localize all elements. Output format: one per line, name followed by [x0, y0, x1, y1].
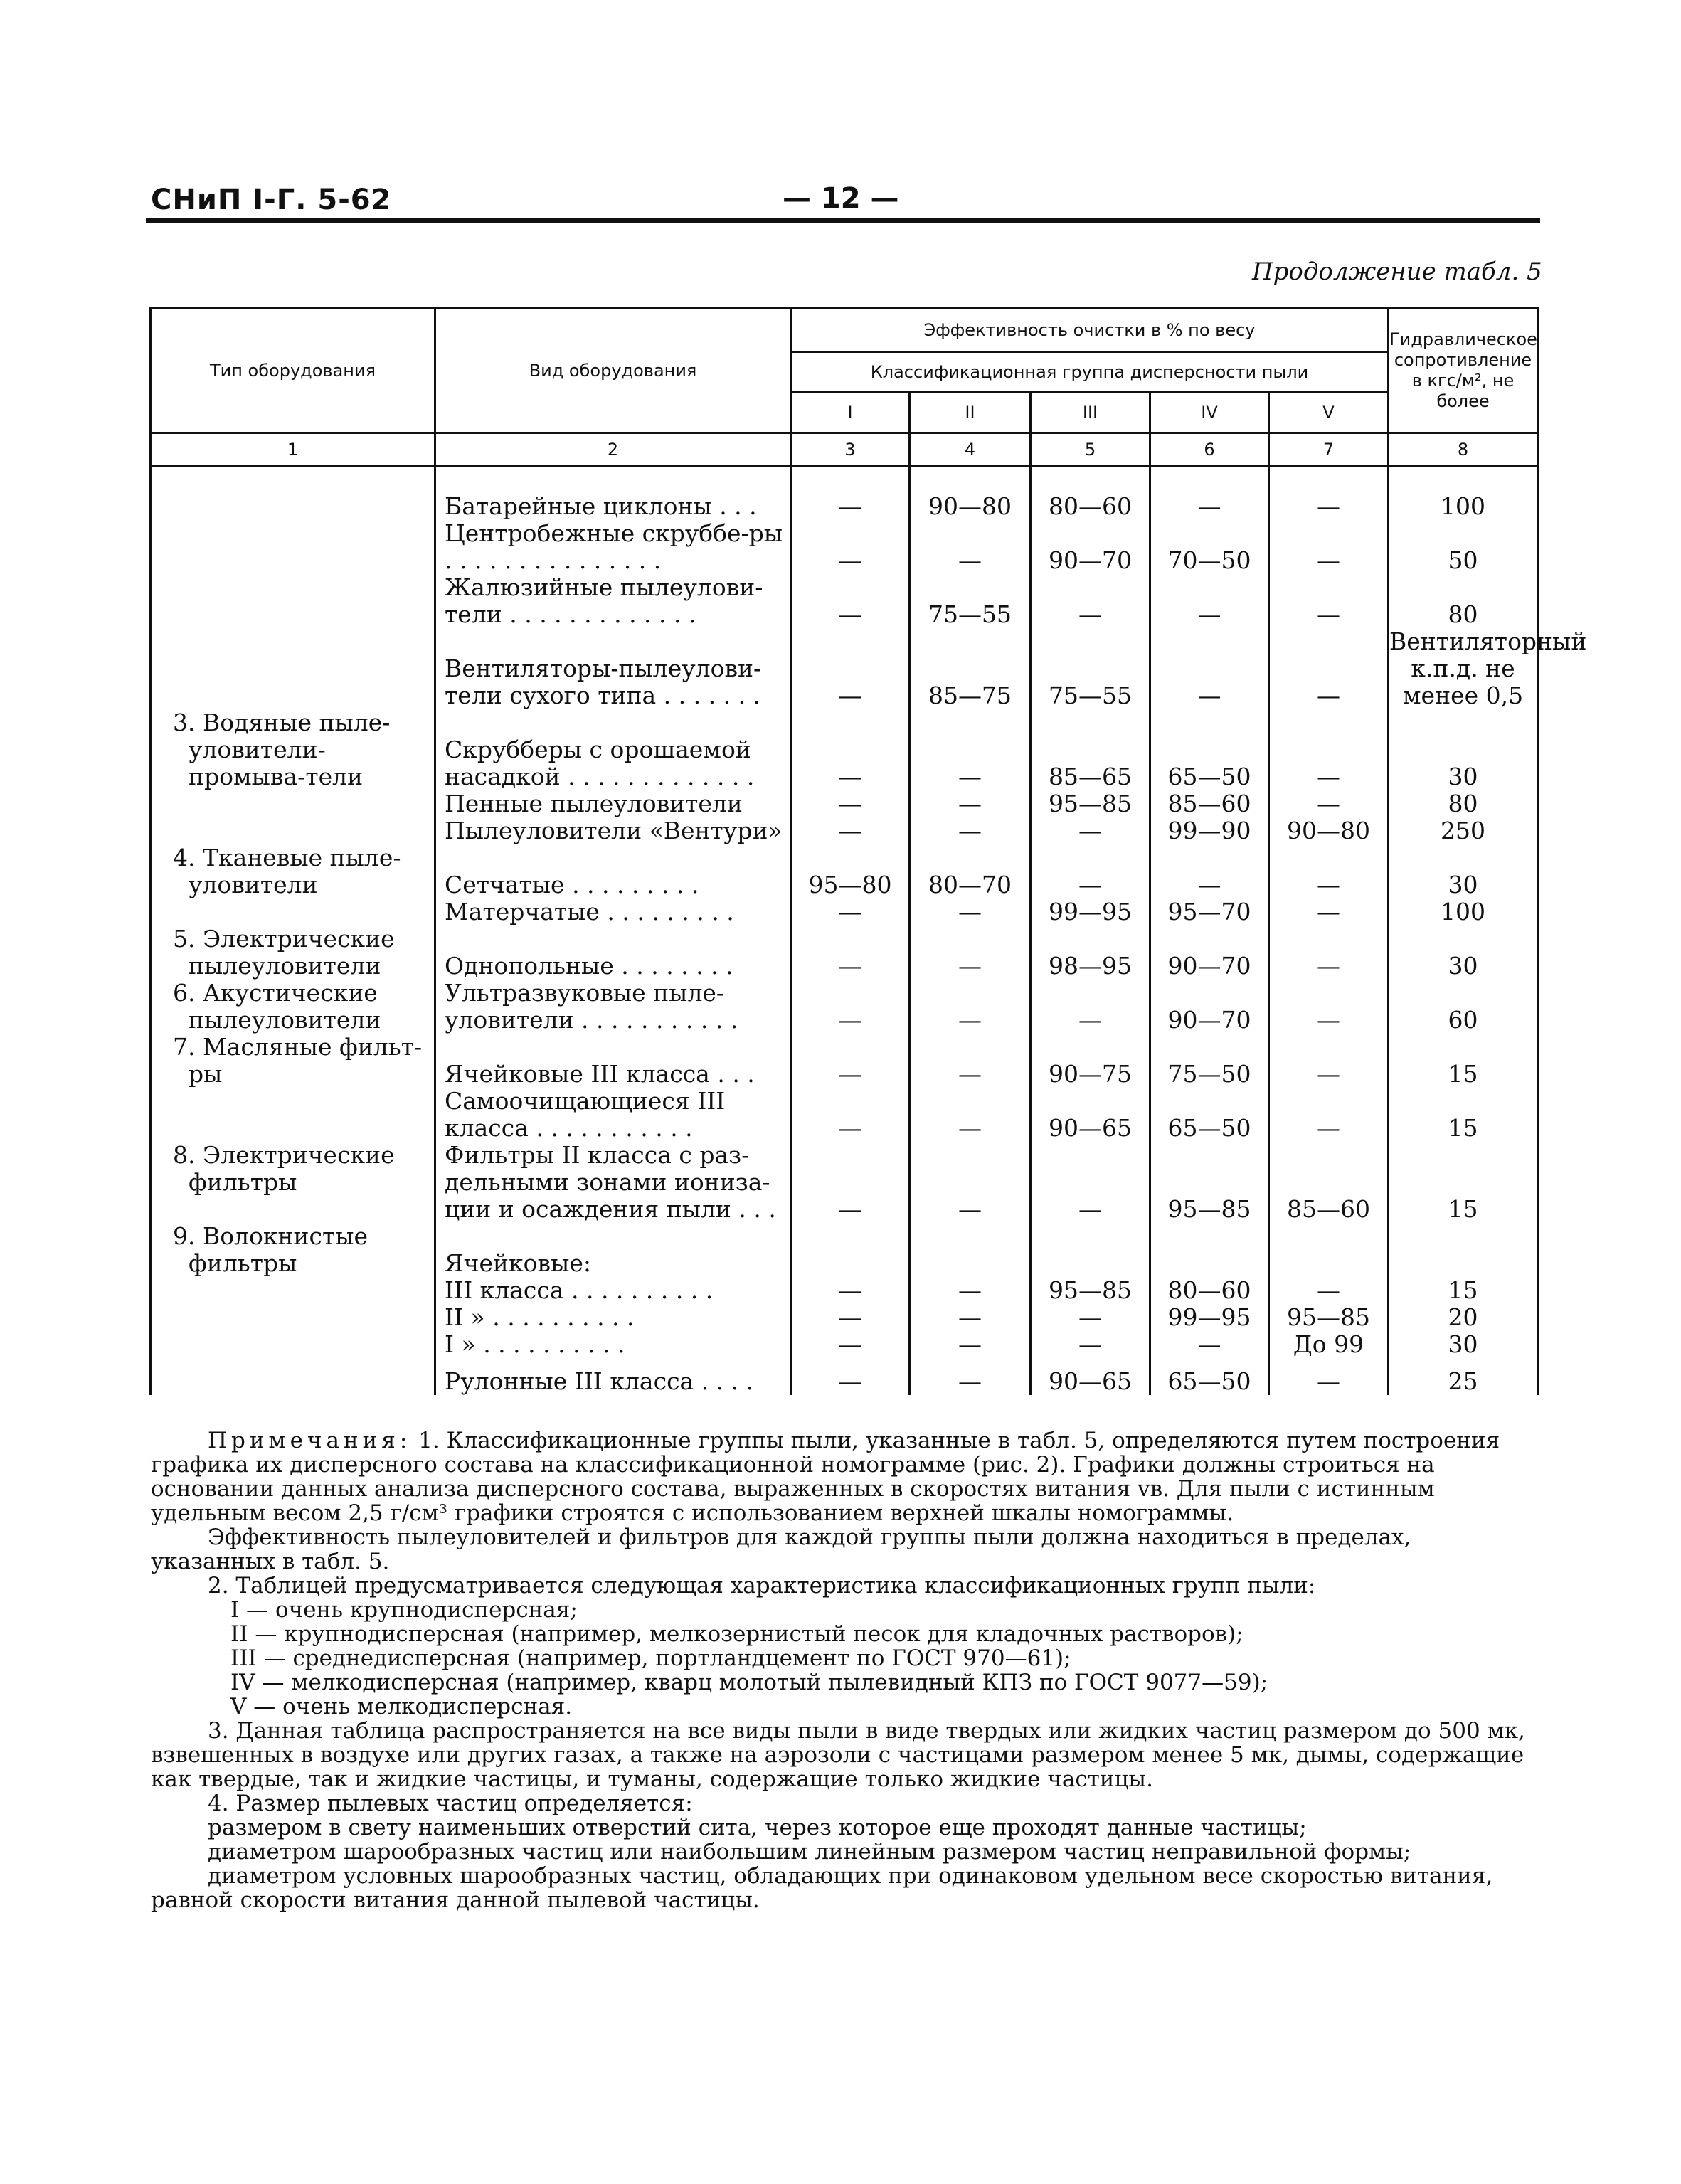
resistance-cell: 15: [1389, 1277, 1538, 1304]
table-row: [151, 574, 1538, 628]
resistance-cell: 15: [1389, 1142, 1538, 1223]
column-number: 3: [791, 433, 910, 467]
equipment-type-cell: [151, 817, 435, 844]
equipment-type-cell: 9. Волокнистые фильтры: [151, 1223, 435, 1277]
equipment-kind-cell: Жалюзийные пылеулови-тели . . . . . . . . . . . . .: [435, 574, 791, 628]
size-def-2: диаметром шарообразных частиц или наибольшим линейным размером частиц неправильной формы;: [208, 1839, 1411, 1865]
efficiency-cell: [910, 1223, 1031, 1277]
table-row: [151, 1331, 1538, 1358]
efficiency-cell: —: [1150, 844, 1269, 898]
resistance-cell: 100: [1389, 898, 1538, 926]
notes-block: [151, 1428, 1527, 1912]
efficiency-cell: —: [1031, 1304, 1150, 1331]
efficiency-cell: —: [910, 1277, 1031, 1304]
equipment-efficiency-table: [149, 307, 1587, 1395]
header-group: II: [910, 393, 1031, 433]
efficiency-cell: —: [910, 898, 1031, 926]
efficiency-cell: 85—60: [1150, 790, 1269, 817]
notes-title: Примечания:: [208, 1428, 412, 1453]
group-1-desc: I — очень крупнодисперсная;: [230, 1597, 578, 1623]
efficiency-cell: —: [1031, 1331, 1150, 1358]
efficiency-cell: —: [1269, 709, 1389, 790]
equipment-kind-cell: Матерчатые . . . . . . . . .: [435, 898, 791, 926]
equipment-type-cell: 4. Тканевые пыле-уловители: [151, 844, 435, 898]
column-number: 1: [151, 433, 435, 467]
efficiency-cell: 85—60: [1269, 1142, 1389, 1223]
table-row: [151, 628, 1538, 709]
efficiency-cell: —: [910, 1034, 1031, 1088]
document-code: СНиП I-Г. 5-62: [151, 184, 392, 216]
efficiency-cell: 80—60: [1031, 493, 1150, 520]
efficiency-cell: —: [910, 790, 1031, 817]
efficiency-cell: 99—95: [1031, 898, 1150, 926]
equipment-type-cell: [151, 898, 435, 926]
resistance-cell: 30: [1389, 709, 1538, 790]
equipment-kind-cell: Рулонные III класса . . . .: [435, 1358, 791, 1395]
column-number: 8: [1389, 433, 1538, 467]
resistance-cell: Вентиляторный к.п.д. не менее 0,5: [1389, 627, 1587, 709]
efficiency-cell: —: [1031, 844, 1150, 898]
equipment-type-cell: [151, 520, 435, 574]
efficiency-cell: 99—95: [1150, 1304, 1269, 1331]
efficiency-cell: 95—70: [1150, 898, 1269, 926]
equipment-kind-cell: Фильтры II класса с раз-дельными зонами иониза-ции и осаждения пыли . . .: [435, 1142, 791, 1223]
efficiency-cell: 90—80: [910, 493, 1031, 520]
equipment-type-cell: [151, 1358, 435, 1395]
resistance-cell: 15: [1389, 1034, 1538, 1088]
table-row: [151, 790, 1538, 817]
efficiency-cell: —: [1269, 1277, 1389, 1304]
resistance-cell: 80: [1389, 574, 1538, 628]
equipment-kind-cell: Однопольные . . . . . . . .: [435, 926, 791, 980]
header-efficiency: Эффективность очистки в % по весу: [791, 309, 1389, 352]
efficiency-cell: —: [1269, 1034, 1389, 1088]
note-4: 4. Размер пылевых частиц определяется:: [208, 1791, 693, 1816]
note-1: 1. Классификационные группы пыли, указанные в табл. 5, определяются путем построения графика их дисперсного состава на классификационной номограмме (рис. 2). Графики должны строиться на основании данных анализа дисперсного состава, выраженных в скоростях витания vв. Для пыли с истинным удельным весом 2,5 г/см³ графики строятся с использованием верхней шкалы номограммы.: [151, 1428, 1500, 1526]
efficiency-cell: 90—70: [1150, 980, 1269, 1034]
efficiency-cell: —: [791, 1088, 910, 1142]
efficiency-cell: —: [791, 790, 910, 817]
note-2: 2. Таблицей предусматривается следующая характеристика классификационных групп пыли:: [208, 1573, 1316, 1599]
page-number: — 12 —: [783, 182, 899, 215]
efficiency-cell: [791, 1223, 910, 1277]
efficiency-cell: 90—65: [1031, 1358, 1150, 1395]
efficiency-cell: 90—70: [1150, 926, 1269, 980]
efficiency-cell: —: [1031, 1142, 1150, 1223]
header-type: Тип оборудования: [151, 309, 435, 433]
equipment-type-cell: [151, 628, 435, 709]
efficiency-cell: —: [1269, 898, 1389, 926]
efficiency-cell: 75—50: [1150, 1034, 1269, 1088]
equipment-kind-cell: Батарейные циклоны . . .: [435, 493, 791, 520]
efficiency-cell: 85—65: [1031, 709, 1150, 790]
efficiency-cell: —: [791, 898, 910, 926]
header-group: V: [1269, 393, 1389, 433]
table-row: [151, 926, 1538, 980]
efficiency-cell: 75—55: [1031, 628, 1150, 709]
column-number: 4: [910, 433, 1031, 467]
efficiency-cell: —: [1269, 628, 1389, 709]
note-1b: Эффективность пылеуловителей и фильтров для каждой группы пыли должна находиться в пределах, указанных в табл. 5.: [151, 1525, 1411, 1574]
efficiency-cell: —: [791, 926, 910, 980]
efficiency-cell: 90—75: [1031, 1034, 1150, 1088]
efficiency-cell: —: [910, 520, 1031, 574]
equipment-kind-cell: Центробежные скруббе-ры . . . . . . . . . . . . . . .: [435, 520, 791, 574]
column-number: 6: [1150, 433, 1269, 467]
equipment-type-cell: [151, 1088, 435, 1142]
size-def-1: размером в свету наименьших отверстий сита, через которое еще проходят данные частицы;: [208, 1815, 1307, 1840]
resistance-cell: 250: [1389, 817, 1538, 844]
efficiency-cell: 95—85: [1031, 790, 1150, 817]
efficiency-cell: —: [910, 1304, 1031, 1331]
efficiency-cell: —: [791, 1277, 910, 1304]
header-group: I: [791, 393, 910, 433]
header-rule: [146, 218, 1540, 223]
equipment-kind-cell: Пылеуловители «Вентури»: [435, 817, 791, 844]
table-row: [151, 493, 1538, 520]
efficiency-cell: 90—80: [1269, 817, 1389, 844]
equipment-type-cell: [151, 1304, 435, 1331]
equipment-type-cell: 6. Акустические пылеуловители: [151, 980, 435, 1034]
table-row: [151, 1142, 1538, 1223]
efficiency-cell: 65—50: [1150, 709, 1269, 790]
table-row: [151, 520, 1538, 574]
efficiency-cell: 95—80: [791, 844, 910, 898]
efficiency-cell: —: [1269, 1358, 1389, 1395]
efficiency-cell: 65—50: [1150, 1088, 1269, 1142]
size-def-3: диаметром условных шарообразных частиц, обладающих при одинаковом удельном весе скоростью витания, равной скорости витания данной пылевой частицы.: [151, 1863, 1493, 1913]
efficiency-cell: —: [910, 1331, 1031, 1358]
equipment-kind-cell: Ультразвуковые пыле-уловители . . . . . . . . . . .: [435, 980, 791, 1034]
efficiency-cell: —: [1031, 574, 1150, 628]
table-row: [151, 817, 1538, 844]
efficiency-cell: —: [1150, 493, 1269, 520]
note-3: 3. Данная таблица распространяется на все виды пыли в виде твердых или жидких частиц размером до 500 мк, взвешенных в воздухе или других газах, а также на аэрозоли с частицами размером менее 5 мк, дымы, содержащие как твердые, так и жидкие частицы, и туманы, содержащие только жидкие частицы.: [151, 1718, 1525, 1792]
efficiency-cell: —: [791, 1142, 910, 1223]
efficiency-cell: —: [1150, 574, 1269, 628]
efficiency-cell: —: [791, 1034, 910, 1088]
resistance-cell: 80: [1389, 790, 1538, 817]
efficiency-cell: —: [791, 628, 910, 709]
equipment-type-cell: 3. Водяные пыле-уловители-промыва-тели: [151, 709, 435, 790]
efficiency-cell: 90—70: [1031, 520, 1150, 574]
efficiency-cell: —: [1269, 520, 1389, 574]
table-row: [151, 898, 1538, 926]
table-row: [151, 1223, 1538, 1277]
resistance-cell: 15: [1389, 1088, 1538, 1142]
efficiency-cell: 95—85: [1031, 1277, 1150, 1304]
efficiency-cell: —: [910, 817, 1031, 844]
equipment-kind-cell: Пенные пылеуловители: [435, 790, 791, 817]
table-row: [151, 709, 1538, 790]
equipment-type-cell: [151, 1331, 435, 1358]
table-row: [151, 844, 1538, 898]
efficiency-cell: —: [1269, 1088, 1389, 1142]
table-row: [151, 1358, 1538, 1395]
equipment-kind-cell: II » . . . . . . . . . .: [435, 1304, 791, 1331]
efficiency-cell: —: [1269, 980, 1389, 1034]
efficiency-cell: —: [1031, 980, 1150, 1034]
column-number: 5: [1031, 433, 1150, 467]
efficiency-cell: —: [1269, 574, 1389, 628]
efficiency-cell: —: [791, 493, 910, 520]
efficiency-cell: 80—60: [1150, 1277, 1269, 1304]
table-row: [151, 1277, 1538, 1304]
equipment-kind-cell: I » . . . . . . . . . .: [435, 1331, 791, 1358]
equipment-kind-cell: Ячейковые III класса . . .: [435, 1034, 791, 1088]
equipment-kind-cell: Скрубберы с орошаемой насадкой . . . . . . . . . . . . .: [435, 709, 791, 790]
table-row: [151, 1304, 1538, 1331]
equipment-type-cell: 7. Масляные фильт-ры: [151, 1034, 435, 1088]
efficiency-cell: —: [1269, 926, 1389, 980]
group-3-desc: III — среднедисперсная (например, портландцемент по ГОСТ 970—61);: [230, 1645, 1071, 1671]
efficiency-cell: 90—65: [1031, 1088, 1150, 1142]
resistance-cell: 25: [1389, 1358, 1538, 1395]
efficiency-cell: —: [791, 574, 910, 628]
efficiency-cell: До 99: [1269, 1331, 1389, 1358]
resistance-cell: 60: [1389, 980, 1538, 1034]
table-row: [151, 1088, 1538, 1142]
header-group: III: [1031, 393, 1150, 433]
header-group: IV: [1150, 393, 1269, 433]
efficiency-cell: —: [791, 817, 910, 844]
equipment-type-cell: 5. Электрические пылеуловители: [151, 926, 435, 980]
efficiency-cell: 70—50: [1150, 520, 1269, 574]
efficiency-cell: —: [1269, 844, 1389, 898]
header-resistance: Гидравлическое сопротивление в кгс/м², не более: [1389, 309, 1538, 433]
efficiency-cell: —: [910, 709, 1031, 790]
efficiency-cell: 98—95: [1031, 926, 1150, 980]
resistance-cell: 30: [1389, 926, 1538, 980]
resistance-cell: 30: [1389, 1331, 1538, 1358]
efficiency-cell: —: [1150, 1331, 1269, 1358]
efficiency-cell: [1031, 1223, 1150, 1277]
efficiency-cell: 95—85: [1150, 1142, 1269, 1223]
table-row: [151, 980, 1538, 1034]
efficiency-cell: —: [1150, 628, 1269, 709]
table-continuation-label: Продолжение табл. 5: [1252, 258, 1542, 286]
group-5-desc: V — очень мелкодисперсная.: [230, 1694, 573, 1719]
equipment-kind-cell: Сетчатые . . . . . . . . .: [435, 844, 791, 898]
efficiency-cell: [1150, 1223, 1269, 1277]
resistance-cell: 50: [1389, 520, 1538, 574]
efficiency-cell: —: [791, 520, 910, 574]
header-class-group: Классификационная группа дисперсности пыли: [791, 352, 1389, 393]
efficiency-cell: —: [791, 1331, 910, 1358]
column-number: 2: [435, 433, 791, 467]
efficiency-cell: 80—70: [910, 844, 1031, 898]
resistance-cell: 30: [1389, 844, 1538, 898]
efficiency-cell: —: [791, 709, 910, 790]
efficiency-cell: —: [791, 980, 910, 1034]
efficiency-cell: 85—75: [910, 628, 1031, 709]
resistance-cell: [1389, 1223, 1538, 1277]
equipment-type-cell: [151, 493, 435, 520]
efficiency-cell: —: [791, 1304, 910, 1331]
resistance-cell: 100: [1389, 493, 1538, 520]
equipment-kind-cell: Вентиляторы-пылеулови-тели сухого типа . . . . . . .: [435, 628, 791, 709]
efficiency-cell: 95—85: [1269, 1304, 1389, 1331]
efficiency-cell: —: [1269, 790, 1389, 817]
equipment-kind-cell: III класса . . . . . . . . . .: [435, 1277, 791, 1304]
group-4-desc: IV — мелкодисперсная (например, кварц молотый пылевидный КПЗ по ГОСТ 9077—59);: [230, 1670, 1268, 1695]
efficiency-cell: —: [910, 1142, 1031, 1223]
efficiency-cell: —: [910, 980, 1031, 1034]
efficiency-cell: —: [910, 926, 1031, 980]
efficiency-cell: 65—50: [1150, 1358, 1269, 1395]
equipment-kind-cell: Ячейковые:: [435, 1223, 791, 1277]
efficiency-cell: 75—55: [910, 574, 1031, 628]
equipment-type-cell: [151, 1277, 435, 1304]
efficiency-cell: —: [910, 1088, 1031, 1142]
table-row: [151, 1034, 1538, 1088]
efficiency-cell: —: [791, 1358, 910, 1395]
equipment-kind-cell: Самоочищающиеся III класса . . . . . . . . . . .: [435, 1088, 791, 1142]
group-2-desc: II — крупнодисперсная (например, мелкозернистый песок для кладочных растворов);: [230, 1621, 1243, 1647]
efficiency-cell: —: [1269, 493, 1389, 520]
column-number: 7: [1269, 433, 1389, 467]
equipment-type-cell: [151, 790, 435, 817]
efficiency-cell: 99—90: [1150, 817, 1269, 844]
header-kind: Вид оборудования: [435, 309, 791, 433]
equipment-type-cell: [151, 574, 435, 628]
efficiency-cell: —: [910, 1358, 1031, 1395]
resistance-cell: 20: [1389, 1304, 1538, 1331]
equipment-type-cell: 8. Электрические фильтры: [151, 1142, 435, 1223]
efficiency-cell: —: [1031, 817, 1150, 844]
efficiency-cell: [1269, 1223, 1389, 1277]
